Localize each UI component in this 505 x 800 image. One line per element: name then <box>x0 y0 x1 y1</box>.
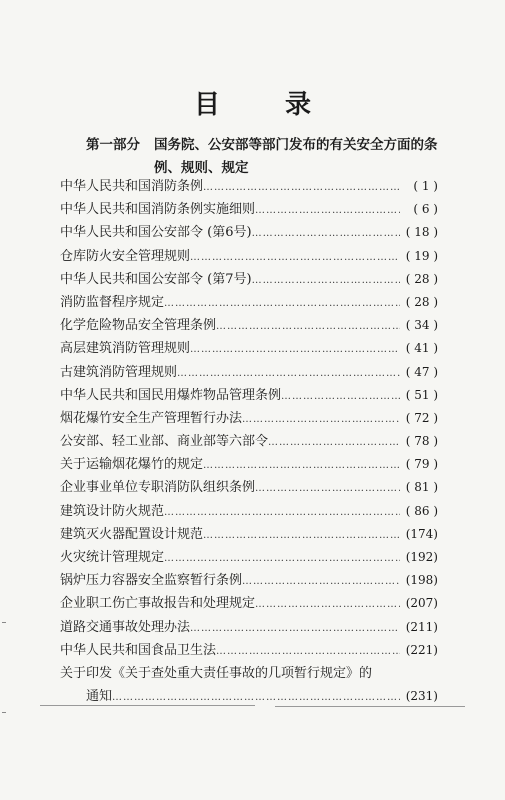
toc-entry <box>60 361 438 384</box>
leader-dots <box>242 570 400 593</box>
leader-dots <box>268 431 400 454</box>
section-heading <box>86 134 456 180</box>
toc-entry <box>60 291 438 314</box>
toc-entry <box>60 592 438 615</box>
toc-entry-title: 企业职工伤亡事故报告和处理规定 <box>60 596 256 612</box>
toc-entry <box>60 245 438 268</box>
toc-entry-title: 烟花爆竹安全生产管理暂行办法 <box>60 410 243 426</box>
toc-entry-page: ( 79 ) <box>405 457 438 472</box>
toc-entry <box>60 500 438 523</box>
toc-entry-multiline <box>60 662 438 708</box>
toc-entry-page: (211) <box>405 619 438 634</box>
toc-entry-title: 中华人民共和国消防条例实施细则 <box>60 202 256 218</box>
toc-entry <box>60 198 438 221</box>
page-title: 目 录 <box>193 90 340 120</box>
leader-dots <box>177 362 400 385</box>
leader-dots <box>164 292 400 315</box>
toc-entry-title: 中华人民共和国食品卫生法 <box>60 642 217 658</box>
toc-entry <box>60 407 438 430</box>
toc-entry <box>60 175 438 198</box>
table-of-contents <box>60 175 438 708</box>
toc-entry-title: 中华人民共和国消防条例 <box>60 179 204 194</box>
leader-dots <box>190 246 400 269</box>
toc-entry-page: ( 6 ) <box>413 202 438 217</box>
toc-entry-page: ( 72 ) <box>405 410 438 425</box>
leader-dots <box>190 338 400 361</box>
toc-entry-page: ( 41 ) <box>405 341 438 356</box>
leader-dots <box>255 199 400 222</box>
toc-entry-page: (221) <box>405 642 438 657</box>
toc-entry-page: ( 78 ) <box>405 434 438 449</box>
toc-entry-title: 锅炉压力容器安全监察暂行条例 <box>60 573 243 589</box>
toc-entry <box>60 616 438 639</box>
toc-entry-title: 建筑灭火器配置设计规范 <box>60 526 204 542</box>
toc-entry <box>60 476 438 499</box>
toc-entry-title: 中华人民共和国公安部令 (第7号) <box>60 271 252 287</box>
leader-dots <box>252 269 400 292</box>
toc-entry-title: 中华人民共和国民用爆炸物品管理条例 <box>60 387 282 403</box>
scan-rule-line <box>275 706 465 707</box>
leader-dots <box>203 454 400 477</box>
section-title-line1: 国务院、公安部等部门发布的有关安全方面的条 <box>154 137 438 153</box>
toc-entry <box>60 546 438 569</box>
toc-entry <box>60 221 438 244</box>
leader-dots <box>216 640 400 663</box>
toc-entry-title: 建筑设计防火规范 <box>60 503 165 519</box>
toc-entry <box>60 523 438 546</box>
leader-dots <box>190 617 400 640</box>
toc-entry <box>60 314 438 337</box>
toc-entry-title: 火灾统计管理规定 <box>60 550 165 565</box>
leader-dots <box>203 524 400 547</box>
toc-entry <box>60 268 438 291</box>
toc-entry-title: 道路交通事故处理办法 <box>60 619 191 635</box>
leader-dots <box>255 593 400 616</box>
toc-entry-page: (192) <box>405 550 438 564</box>
leader-dots <box>252 222 400 245</box>
toc-entry <box>60 639 438 662</box>
leader-dots <box>242 408 400 431</box>
leader-dots <box>255 477 400 500</box>
toc-entry-page: ( 19 ) <box>405 248 438 263</box>
toc-entry-title: 仓库防火安全管理规则 <box>60 248 191 264</box>
leader-dots <box>203 176 400 199</box>
toc-entry-page: ( 28 ) <box>405 294 438 309</box>
toc-entry-title: 中华人民共和国公安部令 (第6号) <box>60 225 252 241</box>
toc-entry <box>60 430 438 453</box>
section-title-line2: 例、规则、规定 <box>154 160 249 176</box>
toc-entry-page: ( 86 ) <box>405 503 438 518</box>
toc-entry <box>60 337 438 360</box>
toc-entry-page: (198) <box>405 573 438 588</box>
toc-entry-page: ( 18 ) <box>405 225 438 240</box>
toc-entry-title-line2: 通知 <box>86 689 113 705</box>
toc-entry-title: 消防监督程序规定 <box>60 294 165 310</box>
toc-entry-title: 关于运输烟花爆竹的规定 <box>60 457 204 473</box>
toc-entry-page: (231) <box>405 689 438 704</box>
leader-dots <box>281 385 400 408</box>
toc-entry-page: (207) <box>405 596 438 611</box>
toc-entry-page: ( 51 ) <box>405 387 438 402</box>
leader-dots <box>164 501 400 524</box>
toc-entry-page: (174) <box>405 526 438 541</box>
toc-entry-title: 化学危险物品安全管理条例 <box>60 318 217 334</box>
toc-entry <box>60 569 438 592</box>
toc-entry-title: 公安部、轻工业部、商业部等六部令 <box>60 434 269 450</box>
toc-entry-page: ( 28 ) <box>405 271 438 286</box>
leader-dots <box>164 547 400 570</box>
scan-edge-mark <box>2 712 6 713</box>
scan-edge-mark <box>2 622 6 623</box>
toc-entry-title: 古建筑消防管理规则 <box>60 364 178 380</box>
toc-entry-title: 高层建筑消防管理规则 <box>60 341 191 357</box>
toc-entry-page: ( 47 ) <box>405 364 438 379</box>
toc-entry <box>60 453 438 476</box>
toc-entry-page: ( 81 ) <box>405 480 438 495</box>
leader-dots <box>216 315 400 338</box>
scan-rule-line <box>40 705 255 706</box>
toc-entry-title-line1: 关于印发《关于查处重大责任事故的几项暂行规定》的 <box>60 665 373 681</box>
section-part-label: 第一部分 <box>86 137 140 153</box>
toc-entry-title: 企业事业单位专职消防队组织条例 <box>60 480 256 496</box>
toc-entry-page: ( 1 ) <box>413 179 438 193</box>
toc-entry <box>60 384 438 407</box>
toc-entry-page: ( 34 ) <box>405 318 438 333</box>
